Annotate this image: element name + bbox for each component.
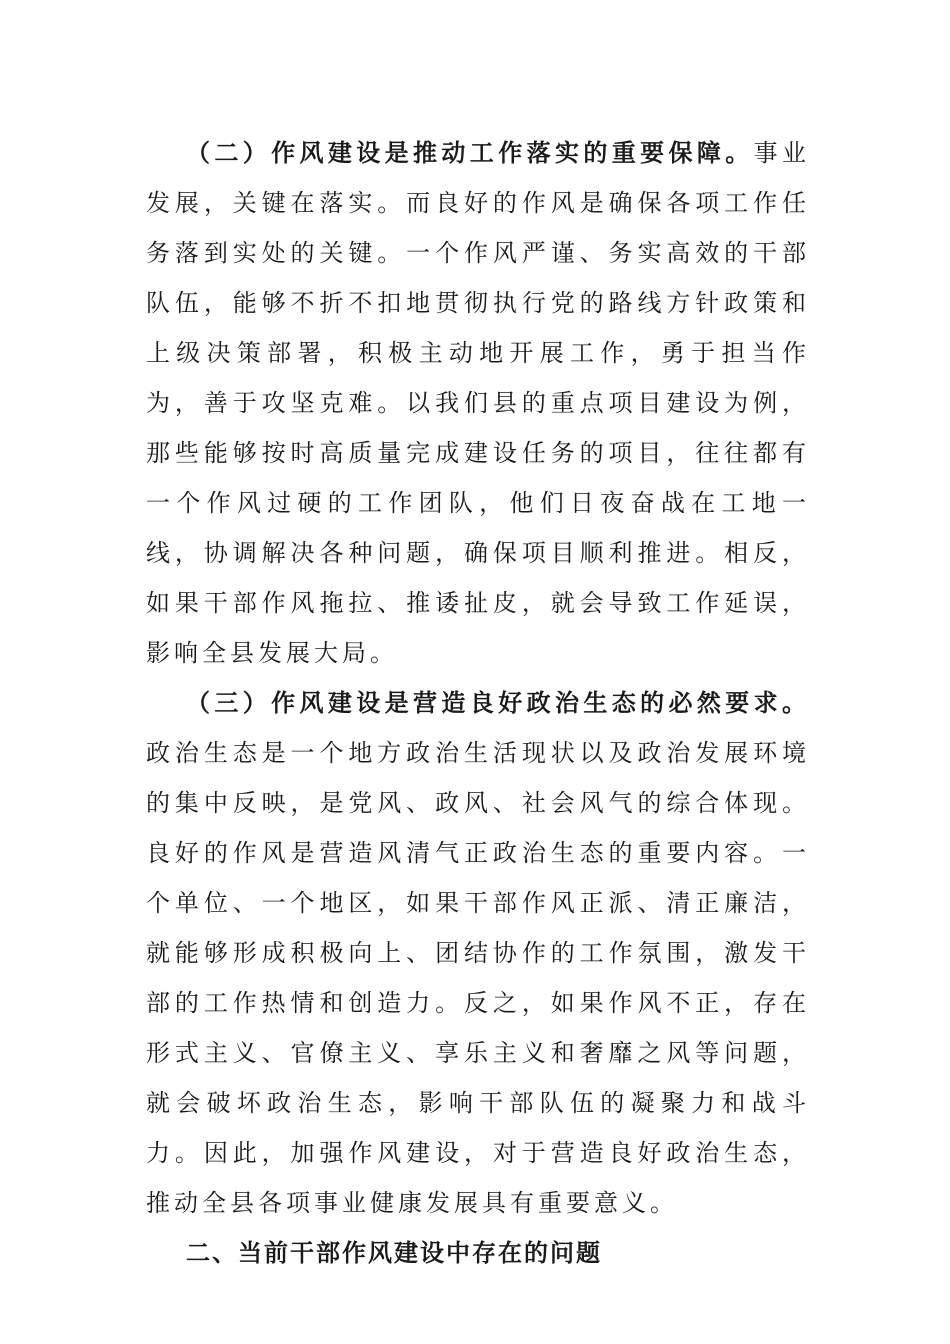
section-2-body: 事业发展，关键在落实。而良好的作风是确保各项工作任务落到实处的关键。一个作风严谨、务实高效的干部队伍，能够不折不扣地贯彻执行党的路线方针政策和上级决策部署，积极主动地开展工作，勇于担当作为，善于攻坚克难。以我们县的重点项目建设为例，那些能够按时高质量完成建设任务的项目，往往都有一个作风过硬的工作团队，他们日夜奋战在工地一线，协调解决各种问题，确保项目顺利推进。相反，如果干部作风拖拉、推诿扯皮，就会导致工作延误，影响全县发展大局。: [146, 139, 811, 667]
section-2-lead: （二）作风建设是推动工作落实的重要保障。: [186, 139, 754, 167]
section-heading-2: 二、当前干部作风建设中存在的问题: [186, 1239, 602, 1267]
paragraph-section-2: [146, 128, 810, 678]
document-page: [146, 128, 810, 1278]
section-3-body: 政治生态是一个地方政治生活现状以及政治发展环境的集中反映，是党风、政风、社会风气的综合体现。良好的作风是营造风清气正政治生态的重要内容。一个单位、一个地区，如果干部作风正派、清正廉洁，就能够形成积极向上、团结协作的工作氛围，激发干部的工作热情和创造力。反之，如果作风不正，存在形式主义、官僚主义、享乐主义和奢靡之风等问题，就会破坏政治生态，影响干部队伍的凝聚力和战斗力。因此，加强作风建设，对于营造良好政治生态，推动全县各项事业健康发展具有重要意义。: [146, 739, 810, 1217]
paragraph-section-3: [146, 678, 810, 1228]
section-3-lead: （三）作风建设是营造良好政治生态的必然要求。: [186, 689, 810, 717]
